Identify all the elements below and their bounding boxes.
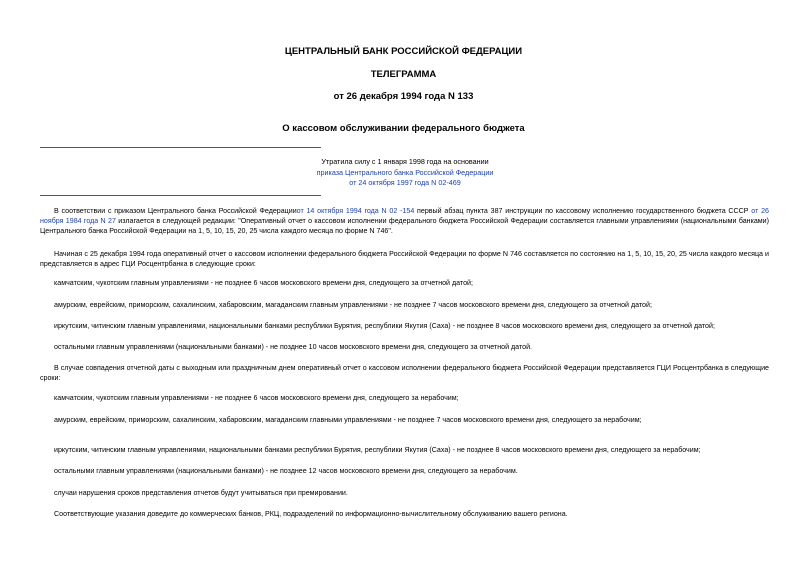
schedule-1-item: остальными главным управлениями (национальными банками) - не позднее 10 часов московского времени дня, следующего за отчетной датой. — [54, 343, 533, 351]
schedule-2-item: иркутским, читинским главным управлениями, национальными банками республики Бурятия, республики Якутия (Саха) - не позднее 8 часов московского времени дня, следующего за нерабочим; — [54, 446, 701, 454]
doc-date: от 26 декабря 1994 года N 133 — [333, 91, 474, 102]
paragraph-3-text: В случае совпадения отчетной даты с выходным или праздничным днем оперативный отчет о кассовом исполнении федерального бюджета Российской Федерации представляется ГЦИ Росцентрбанка в следующие сроки: — [40, 364, 769, 383]
org-title: ЦЕНТРАЛЬНЫЙ БАНК РОССИЙСКОЙ ФЕДЕРАЦИИ — [284, 46, 523, 57]
schedule-1-item: иркутским, читинским главным управлениями, национальными банками республики Бурятия, республики Якутия (Саха) - не позднее 8 часов московского времени дня, следующего за отчетной датой; — [54, 322, 715, 330]
doc-type: ТЕЛЕГРАММА — [370, 69, 437, 80]
schedule-2-item: остальными главным управлениями (национальными банками) - не позднее 12 часов московского времени дня, следующего за нерабочим. — [54, 467, 518, 475]
paragraph-1-text-a: В соответствии с приказом Центрального банка Российской Федерации — [54, 207, 297, 215]
status-note — [260, 157, 550, 189]
paragraph-1-text-b: первый абзац пункта 387 инструкции по кассовому исполнению государственного бюджета СССР — [414, 207, 752, 215]
schedule-2-item: амурским, еврейским, приморским, сахалинским, хабаровским, магаданским главными управлениями - не позднее 7 часов московского времени дня, следующего за нерабочим; — [54, 416, 642, 424]
paragraph-1 — [40, 206, 769, 237]
schedule-2-item: камчатским, чукотским главным управлениями - не позднее 6 часов московского времени дня, следующего за нерабочим; — [54, 394, 459, 402]
status-note-text: Утратила силу с 1 января 1998 года на основании — [321, 157, 489, 166]
closing-instructions: Соответствующие указания доведите до коммерческих банков, РКЦ, подразделений по информационно-вычислительному обслуживанию вашего региона. — [54, 510, 568, 518]
instruction-link[interactable]: от 26 ноября 1984 года N 27 — [40, 207, 769, 226]
bottom-divider — [40, 195, 321, 196]
closing-note: случаи нарушения сроков представления отчетов будут учитываться при премировании. — [54, 489, 348, 497]
top-divider — [40, 147, 321, 148]
repeal-order-date-link[interactable]: от 24 октября 1997 года N 02-469 — [349, 178, 461, 187]
paragraph-2 — [40, 249, 769, 269]
doc-subject: О кассовом обслуживании федерального бюджета — [282, 123, 525, 134]
repeal-order-link[interactable]: приказа Центрального банка Российской Федерации — [316, 167, 494, 177]
paragraph-3 — [40, 363, 769, 383]
paragraph-1-text-c: излагается в следующей редакции: "Оперативный отчет о кассовом исполнении федерального бюджета Российской Федерации составляется главными управлениями (национальными банками) Центрального банка Российской Федерации на 1, 5, 10, 15, 20, 25 числа каждого месяца по форме N 746". — [40, 217, 769, 236]
schedule-1-item: амурским, еврейским, приморским, сахалинским, хабаровским, магаданским главным управлениями - не позднее 7 часов московского времени дня, следующего за отчетной датой; — [54, 301, 652, 309]
paragraph-2-text: Начиная с 25 декабря 1994 года оперативный отчет о кассовом исполнении федерального бюджета Российской Федерации по форме N 746 составляется по состоянию на 1, 5, 10, 15, 20, 25 числа каждого месяца и представляется в адрес ГЦИ Росцентрбанка в следующие сроки: — [40, 250, 769, 269]
schedule-1-item: камчатским, чукотским главным управлениями - не позднее 6 часов московского времени дня, следующего за отчетной датой; — [54, 279, 473, 287]
order-link[interactable]: от 14 октября 1994 года N 02 -154 — [296, 207, 415, 215]
